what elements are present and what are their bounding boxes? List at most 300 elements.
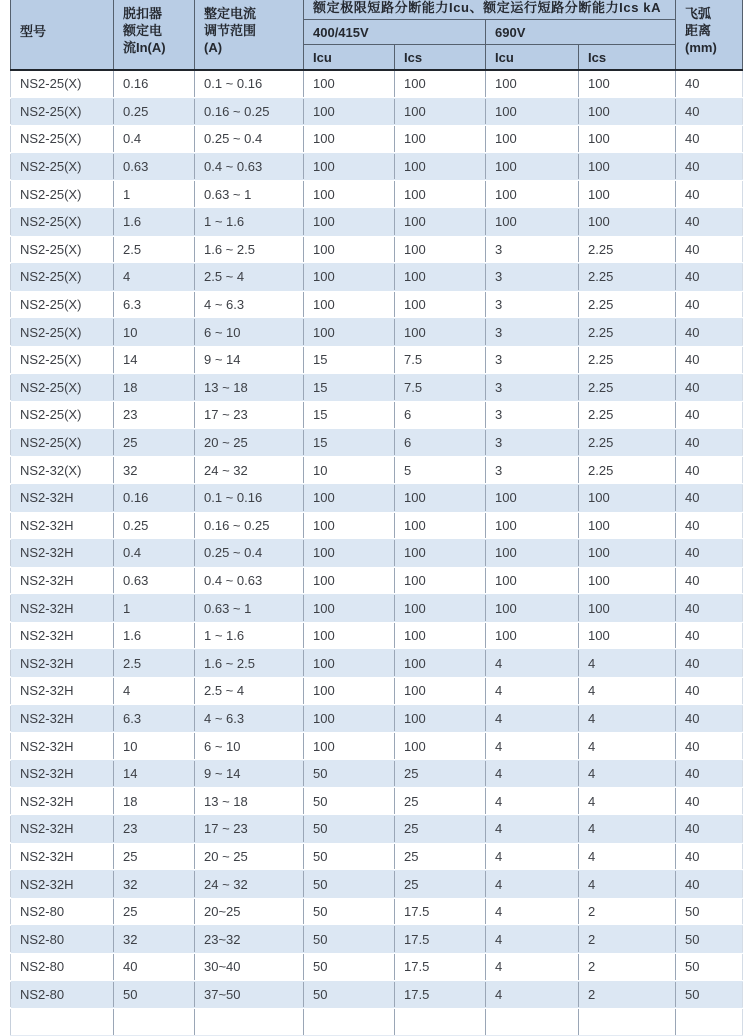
model-cell: NS2-32H [11, 567, 114, 595]
table-row-partial [11, 1008, 743, 1035]
ics-400-cell: 100 [395, 649, 486, 677]
ics-690-cell: 100 [579, 567, 676, 595]
icu-690-cell: 4 [486, 732, 579, 760]
model-cell: NS2-32H [11, 622, 114, 650]
model-cell: NS2-32H [11, 870, 114, 898]
model-cell: NS2-25(X) [11, 429, 114, 457]
ics-690-cell: 2.25 [579, 456, 676, 484]
arc-distance-cell: 40 [676, 760, 743, 788]
ics-690-cell: 4 [579, 760, 676, 788]
icu-690-cell: 3 [486, 318, 579, 346]
setting-range-cell: 4 ~ 6.3 [195, 291, 304, 319]
trip-current-cell: 0.63 [114, 153, 195, 181]
model-column-header: 型号 [11, 0, 114, 70]
icu-400-cell: 100 [304, 649, 395, 677]
setting-range-cell: 20 ~ 25 [195, 843, 304, 871]
table-row [11, 649, 743, 677]
arc-distance-cell: 40 [676, 815, 743, 843]
icu-400-cell: 100 [304, 705, 395, 733]
ics-400-cell: 17.5 [395, 925, 486, 953]
setting-range-cell: 24 ~ 32 [195, 456, 304, 484]
ics-400-cell: 17.5 [395, 898, 486, 926]
setting-range-cell: 9 ~ 14 [195, 760, 304, 788]
icu-400-cell: 50 [304, 815, 395, 843]
trip-current-cell: 14 [114, 346, 195, 374]
trip-current-cell: 18 [114, 374, 195, 402]
icu-690-cell: 100 [486, 622, 579, 650]
table-row [11, 318, 743, 346]
setting-range-cell: 24 ~ 32 [195, 870, 304, 898]
ics-690-cell: 2.25 [579, 236, 676, 264]
ics-400-cell: 17.5 [395, 953, 486, 981]
icu-400-cell: 50 [304, 787, 395, 815]
setting-range-cell: 0.16 ~ 0.25 [195, 512, 304, 540]
table-row [11, 677, 743, 705]
model-cell: NS2-25(X) [11, 346, 114, 374]
trip-current-cell: 4 [114, 677, 195, 705]
arc-distance-cell: 40 [676, 125, 743, 153]
arc-distance-cell: 40 [676, 291, 743, 319]
table-row [11, 760, 743, 788]
spec-table-sheet [10, 0, 743, 1036]
ics-690-cell: 2.25 [579, 263, 676, 291]
table-body [11, 70, 743, 1035]
model-cell: NS2-25(X) [11, 401, 114, 429]
arc-distance-cell: 40 [676, 318, 743, 346]
model-cell: NS2-32(X) [11, 456, 114, 484]
table-row [11, 870, 743, 898]
arc-distance-column-header: 飞弧 距离 (mm) [676, 0, 743, 70]
table-row [11, 705, 743, 733]
model-cell: NS2-32H [11, 512, 114, 540]
arc-distance-cell: 40 [676, 374, 743, 402]
model-cell: NS2-32H [11, 484, 114, 512]
setting-range-column-header: 整定电流 调节范围 (A) [195, 0, 304, 70]
ics-690-cell: 100 [579, 539, 676, 567]
ics-690-cell: 2 [579, 898, 676, 926]
ics-690-cell: 100 [579, 70, 676, 98]
ics-400-cell: 100 [395, 291, 486, 319]
table-row [11, 898, 743, 926]
trip-current-cell: 50 [114, 981, 195, 1009]
setting-range-cell: 0.63 ~ 1 [195, 180, 304, 208]
setting-range-cell: 13 ~ 18 [195, 787, 304, 815]
model-cell: NS2-25(X) [11, 180, 114, 208]
ics-400-cell: 100 [395, 153, 486, 181]
icu-690-cell: 3 [486, 236, 579, 264]
ics-690-cell: 2.25 [579, 318, 676, 346]
table-row [11, 925, 743, 953]
ics-400-cell: 17.5 [395, 981, 486, 1009]
model-cell: NS2-25(X) [11, 236, 114, 264]
model-cell: NS2-80 [11, 898, 114, 926]
icu-690-cell: 3 [486, 346, 579, 374]
empty-cell [195, 1008, 304, 1035]
ics-400-cell: 6 [395, 429, 486, 457]
model-cell: NS2-25(X) [11, 125, 114, 153]
setting-range-cell: 37~50 [195, 981, 304, 1009]
icu-690-cell: 100 [486, 567, 579, 595]
table-row [11, 539, 743, 567]
arc-distance-cell: 40 [676, 70, 743, 98]
icu-400-cell: 100 [304, 539, 395, 567]
icu-690-cell: 3 [486, 429, 579, 457]
arc-distance-cell: 40 [676, 98, 743, 126]
ics-400-cell: 7.5 [395, 374, 486, 402]
table-row [11, 429, 743, 457]
trip-current-cell: 25 [114, 843, 195, 871]
setting-range-cell: 13 ~ 18 [195, 374, 304, 402]
ics-690-cell: 100 [579, 484, 676, 512]
icu-690-cell: 3 [486, 263, 579, 291]
ics-400-cell: 100 [395, 705, 486, 733]
trip-current-cell: 32 [114, 870, 195, 898]
icu-690-cell: 4 [486, 705, 579, 733]
table-row [11, 732, 743, 760]
icu-400-cell: 50 [304, 843, 395, 871]
ics-400-header: Ics [395, 45, 486, 71]
icu-690-cell: 100 [486, 125, 579, 153]
arc-distance-cell: 40 [676, 263, 743, 291]
ics-690-cell: 100 [579, 153, 676, 181]
icu-690-cell: 4 [486, 787, 579, 815]
icu-400-cell: 100 [304, 512, 395, 540]
icu-690-cell: 100 [486, 180, 579, 208]
model-cell: NS2-25(X) [11, 291, 114, 319]
table-row [11, 180, 743, 208]
model-cell: NS2-80 [11, 925, 114, 953]
setting-range-cell: 0.1 ~ 0.16 [195, 484, 304, 512]
empty-cell [114, 1008, 195, 1035]
model-cell: NS2-32H [11, 649, 114, 677]
icu-400-cell: 50 [304, 870, 395, 898]
ics-690-cell: 100 [579, 98, 676, 126]
arc-distance-cell: 40 [676, 567, 743, 595]
ics-400-cell: 100 [395, 484, 486, 512]
arc-distance-cell: 40 [676, 677, 743, 705]
arc-distance-cell: 40 [676, 346, 743, 374]
ics-690-cell: 2 [579, 981, 676, 1009]
icu-690-cell: 3 [486, 456, 579, 484]
icu-690-cell: 4 [486, 760, 579, 788]
ics-400-cell: 100 [395, 180, 486, 208]
ics-690-cell: 4 [579, 732, 676, 760]
setting-range-cell: 0.25 ~ 0.4 [195, 125, 304, 153]
trip-current-cell: 23 [114, 401, 195, 429]
icu-400-cell: 100 [304, 70, 395, 98]
trip-current-cell: 0.4 [114, 539, 195, 567]
ics-690-header: Ics [579, 45, 676, 71]
setting-range-cell: 30~40 [195, 953, 304, 981]
table-header [11, 0, 743, 70]
model-cell: NS2-25(X) [11, 153, 114, 181]
arc-distance-cell: 40 [676, 705, 743, 733]
icu-400-cell: 10 [304, 456, 395, 484]
ics-400-cell: 5 [395, 456, 486, 484]
icu-690-cell: 100 [486, 512, 579, 540]
model-cell: NS2-25(X) [11, 263, 114, 291]
setting-range-cell: 6 ~ 10 [195, 318, 304, 346]
trip-current-cell: 1.6 [114, 622, 195, 650]
ics-400-cell: 25 [395, 870, 486, 898]
table-row [11, 594, 743, 622]
empty-cell [11, 1008, 114, 1035]
table-row [11, 981, 743, 1009]
trip-current-cell: 18 [114, 787, 195, 815]
ics-400-cell: 100 [395, 263, 486, 291]
empty-cell [579, 1008, 676, 1035]
empty-cell [395, 1008, 486, 1035]
icu-690-cell: 100 [486, 484, 579, 512]
trip-current-cell: 6.3 [114, 291, 195, 319]
model-cell: NS2-32H [11, 594, 114, 622]
ics-690-cell: 2.25 [579, 346, 676, 374]
trip-current-cell: 2.5 [114, 236, 195, 264]
table-row [11, 208, 743, 236]
icu-690-cell: 100 [486, 594, 579, 622]
breaker-spec-table [10, 0, 743, 1036]
icu-400-cell: 100 [304, 484, 395, 512]
icu-400-cell: 100 [304, 180, 395, 208]
trip-current-cell: 25 [114, 429, 195, 457]
icu-400-cell: 50 [304, 981, 395, 1009]
icu-400-header: Icu [304, 45, 395, 71]
arc-distance-cell: 40 [676, 732, 743, 760]
table-row [11, 567, 743, 595]
icu-690-cell: 4 [486, 898, 579, 926]
model-cell: NS2-25(X) [11, 70, 114, 98]
table-row [11, 622, 743, 650]
ics-690-cell: 4 [579, 843, 676, 871]
trip-current-cell: 1 [114, 594, 195, 622]
ics-400-cell: 25 [395, 760, 486, 788]
trip-current-cell: 40 [114, 953, 195, 981]
table-row [11, 236, 743, 264]
setting-range-cell: 0.4 ~ 0.63 [195, 153, 304, 181]
icu-400-cell: 15 [304, 346, 395, 374]
ics-690-cell: 100 [579, 180, 676, 208]
setting-range-cell: 1.6 ~ 2.5 [195, 236, 304, 264]
model-cell: NS2-80 [11, 981, 114, 1009]
trip-current-cell: 2.5 [114, 649, 195, 677]
setting-range-cell: 0.1 ~ 0.16 [195, 70, 304, 98]
model-cell: NS2-32H [11, 705, 114, 733]
trip-current-cell: 14 [114, 760, 195, 788]
table-row [11, 953, 743, 981]
arc-distance-cell: 40 [676, 401, 743, 429]
breaking-capacity-header: 额定极限短路分断能力Icu、额定运行短路分断能力Ics kA [304, 0, 676, 20]
icu-690-cell: 100 [486, 98, 579, 126]
trip-current-cell: 0.63 [114, 567, 195, 595]
ics-400-cell: 100 [395, 208, 486, 236]
icu-690-cell: 3 [486, 374, 579, 402]
trip-current-cell: 1.6 [114, 208, 195, 236]
icu-690-cell: 4 [486, 953, 579, 981]
trip-current-cell: 25 [114, 898, 195, 926]
ics-690-cell: 100 [579, 208, 676, 236]
arc-distance-cell: 50 [676, 981, 743, 1009]
icu-690-header: Icu [486, 45, 579, 71]
empty-cell [304, 1008, 395, 1035]
icu-400-cell: 100 [304, 236, 395, 264]
icu-690-cell: 100 [486, 153, 579, 181]
table-row [11, 815, 743, 843]
trip-current-cell: 23 [114, 815, 195, 843]
setting-range-cell: 20~25 [195, 898, 304, 926]
ics-400-cell: 100 [395, 512, 486, 540]
ics-690-cell: 4 [579, 870, 676, 898]
model-cell: NS2-25(X) [11, 318, 114, 346]
icu-690-cell: 4 [486, 843, 579, 871]
arc-distance-cell: 40 [676, 539, 743, 567]
empty-cell [486, 1008, 579, 1035]
setting-range-cell: 0.25 ~ 0.4 [195, 539, 304, 567]
arc-distance-cell: 40 [676, 622, 743, 650]
trip-current-cell: 0.25 [114, 98, 195, 126]
ics-400-cell: 6 [395, 401, 486, 429]
setting-range-cell: 2.5 ~ 4 [195, 263, 304, 291]
ics-400-cell: 25 [395, 843, 486, 871]
setting-range-cell: 17 ~ 23 [195, 815, 304, 843]
icu-400-cell: 15 [304, 429, 395, 457]
arc-distance-cell: 40 [676, 594, 743, 622]
setting-range-cell: 0.63 ~ 1 [195, 594, 304, 622]
model-cell: NS2-32H [11, 787, 114, 815]
ics-690-cell: 2.25 [579, 401, 676, 429]
arc-distance-cell: 40 [676, 512, 743, 540]
trip-current-cell: 6.3 [114, 705, 195, 733]
model-cell: NS2-32H [11, 843, 114, 871]
icu-690-cell: 4 [486, 815, 579, 843]
icu-400-cell: 100 [304, 594, 395, 622]
table-row [11, 456, 743, 484]
ics-400-cell: 100 [395, 539, 486, 567]
table-row [11, 401, 743, 429]
icu-400-cell: 100 [304, 291, 395, 319]
arc-distance-cell: 40 [676, 484, 743, 512]
ics-690-cell: 4 [579, 649, 676, 677]
ics-400-cell: 100 [395, 732, 486, 760]
ics-690-cell: 4 [579, 705, 676, 733]
icu-690-cell: 3 [486, 401, 579, 429]
ics-400-cell: 100 [395, 677, 486, 705]
arc-distance-cell: 40 [676, 870, 743, 898]
trip-current-cell: 0.25 [114, 512, 195, 540]
model-cell: NS2-25(X) [11, 98, 114, 126]
setting-range-cell: 17 ~ 23 [195, 401, 304, 429]
icu-690-cell: 4 [486, 649, 579, 677]
icu-400-cell: 50 [304, 953, 395, 981]
icu-400-cell: 100 [304, 318, 395, 346]
ics-690-cell: 4 [579, 677, 676, 705]
table-row [11, 787, 743, 815]
table-row [11, 125, 743, 153]
ics-400-cell: 100 [395, 318, 486, 346]
icu-690-cell: 3 [486, 291, 579, 319]
table-row [11, 843, 743, 871]
ics-400-cell: 100 [395, 98, 486, 126]
model-cell: NS2-25(X) [11, 374, 114, 402]
icu-400-cell: 15 [304, 374, 395, 402]
trip-current-cell: 0.16 [114, 70, 195, 98]
icu-400-cell: 50 [304, 760, 395, 788]
table-row [11, 291, 743, 319]
trip-current-cell: 0.16 [114, 484, 195, 512]
ics-690-cell: 100 [579, 125, 676, 153]
icu-690-cell: 100 [486, 208, 579, 236]
table-row [11, 346, 743, 374]
icu-400-cell: 100 [304, 732, 395, 760]
ics-690-cell: 2.25 [579, 291, 676, 319]
model-cell: NS2-32H [11, 815, 114, 843]
icu-690-cell: 4 [486, 981, 579, 1009]
icu-690-cell: 4 [486, 870, 579, 898]
ics-400-cell: 25 [395, 815, 486, 843]
icu-400-cell: 100 [304, 622, 395, 650]
ics-690-cell: 100 [579, 512, 676, 540]
icu-400-cell: 50 [304, 925, 395, 953]
icu-690-cell: 4 [486, 925, 579, 953]
ics-690-cell: 2.25 [579, 429, 676, 457]
arc-distance-cell: 40 [676, 456, 743, 484]
trip-current-cell: 32 [114, 925, 195, 953]
model-cell: NS2-32H [11, 539, 114, 567]
ics-400-cell: 7.5 [395, 346, 486, 374]
model-cell: NS2-32H [11, 677, 114, 705]
voltage-690-header: 690V [486, 20, 676, 45]
table-row [11, 484, 743, 512]
trip-current-cell: 0.4 [114, 125, 195, 153]
icu-400-cell: 15 [304, 401, 395, 429]
table-row [11, 153, 743, 181]
arc-distance-cell: 50 [676, 953, 743, 981]
trip-current-cell: 4 [114, 263, 195, 291]
arc-distance-cell: 40 [676, 236, 743, 264]
ics-690-cell: 2 [579, 953, 676, 981]
voltage-400-header: 400/415V [304, 20, 486, 45]
arc-distance-cell: 40 [676, 649, 743, 677]
ics-400-cell: 100 [395, 594, 486, 622]
model-cell: NS2-32H [11, 760, 114, 788]
setting-range-cell: 23~32 [195, 925, 304, 953]
model-cell: NS2-80 [11, 953, 114, 981]
icu-400-cell: 100 [304, 125, 395, 153]
ics-400-cell: 100 [395, 125, 486, 153]
icu-400-cell: 100 [304, 208, 395, 236]
setting-range-cell: 1.6 ~ 2.5 [195, 649, 304, 677]
setting-range-cell: 20 ~ 25 [195, 429, 304, 457]
ics-690-cell: 2.25 [579, 374, 676, 402]
ics-690-cell: 100 [579, 594, 676, 622]
ics-690-cell: 4 [579, 787, 676, 815]
model-cell: NS2-25(X) [11, 208, 114, 236]
arc-distance-cell: 50 [676, 898, 743, 926]
ics-400-cell: 100 [395, 622, 486, 650]
icu-400-cell: 100 [304, 153, 395, 181]
arc-distance-cell: 40 [676, 208, 743, 236]
ics-690-cell: 100 [579, 622, 676, 650]
trip-current-cell: 32 [114, 456, 195, 484]
arc-distance-cell: 40 [676, 429, 743, 457]
icu-400-cell: 100 [304, 98, 395, 126]
icu-400-cell: 100 [304, 263, 395, 291]
empty-cell [676, 1008, 743, 1035]
trip-current-cell: 10 [114, 318, 195, 346]
setting-range-cell: 2.5 ~ 4 [195, 677, 304, 705]
icu-400-cell: 100 [304, 567, 395, 595]
ics-690-cell: 4 [579, 815, 676, 843]
setting-range-cell: 0.16 ~ 0.25 [195, 98, 304, 126]
